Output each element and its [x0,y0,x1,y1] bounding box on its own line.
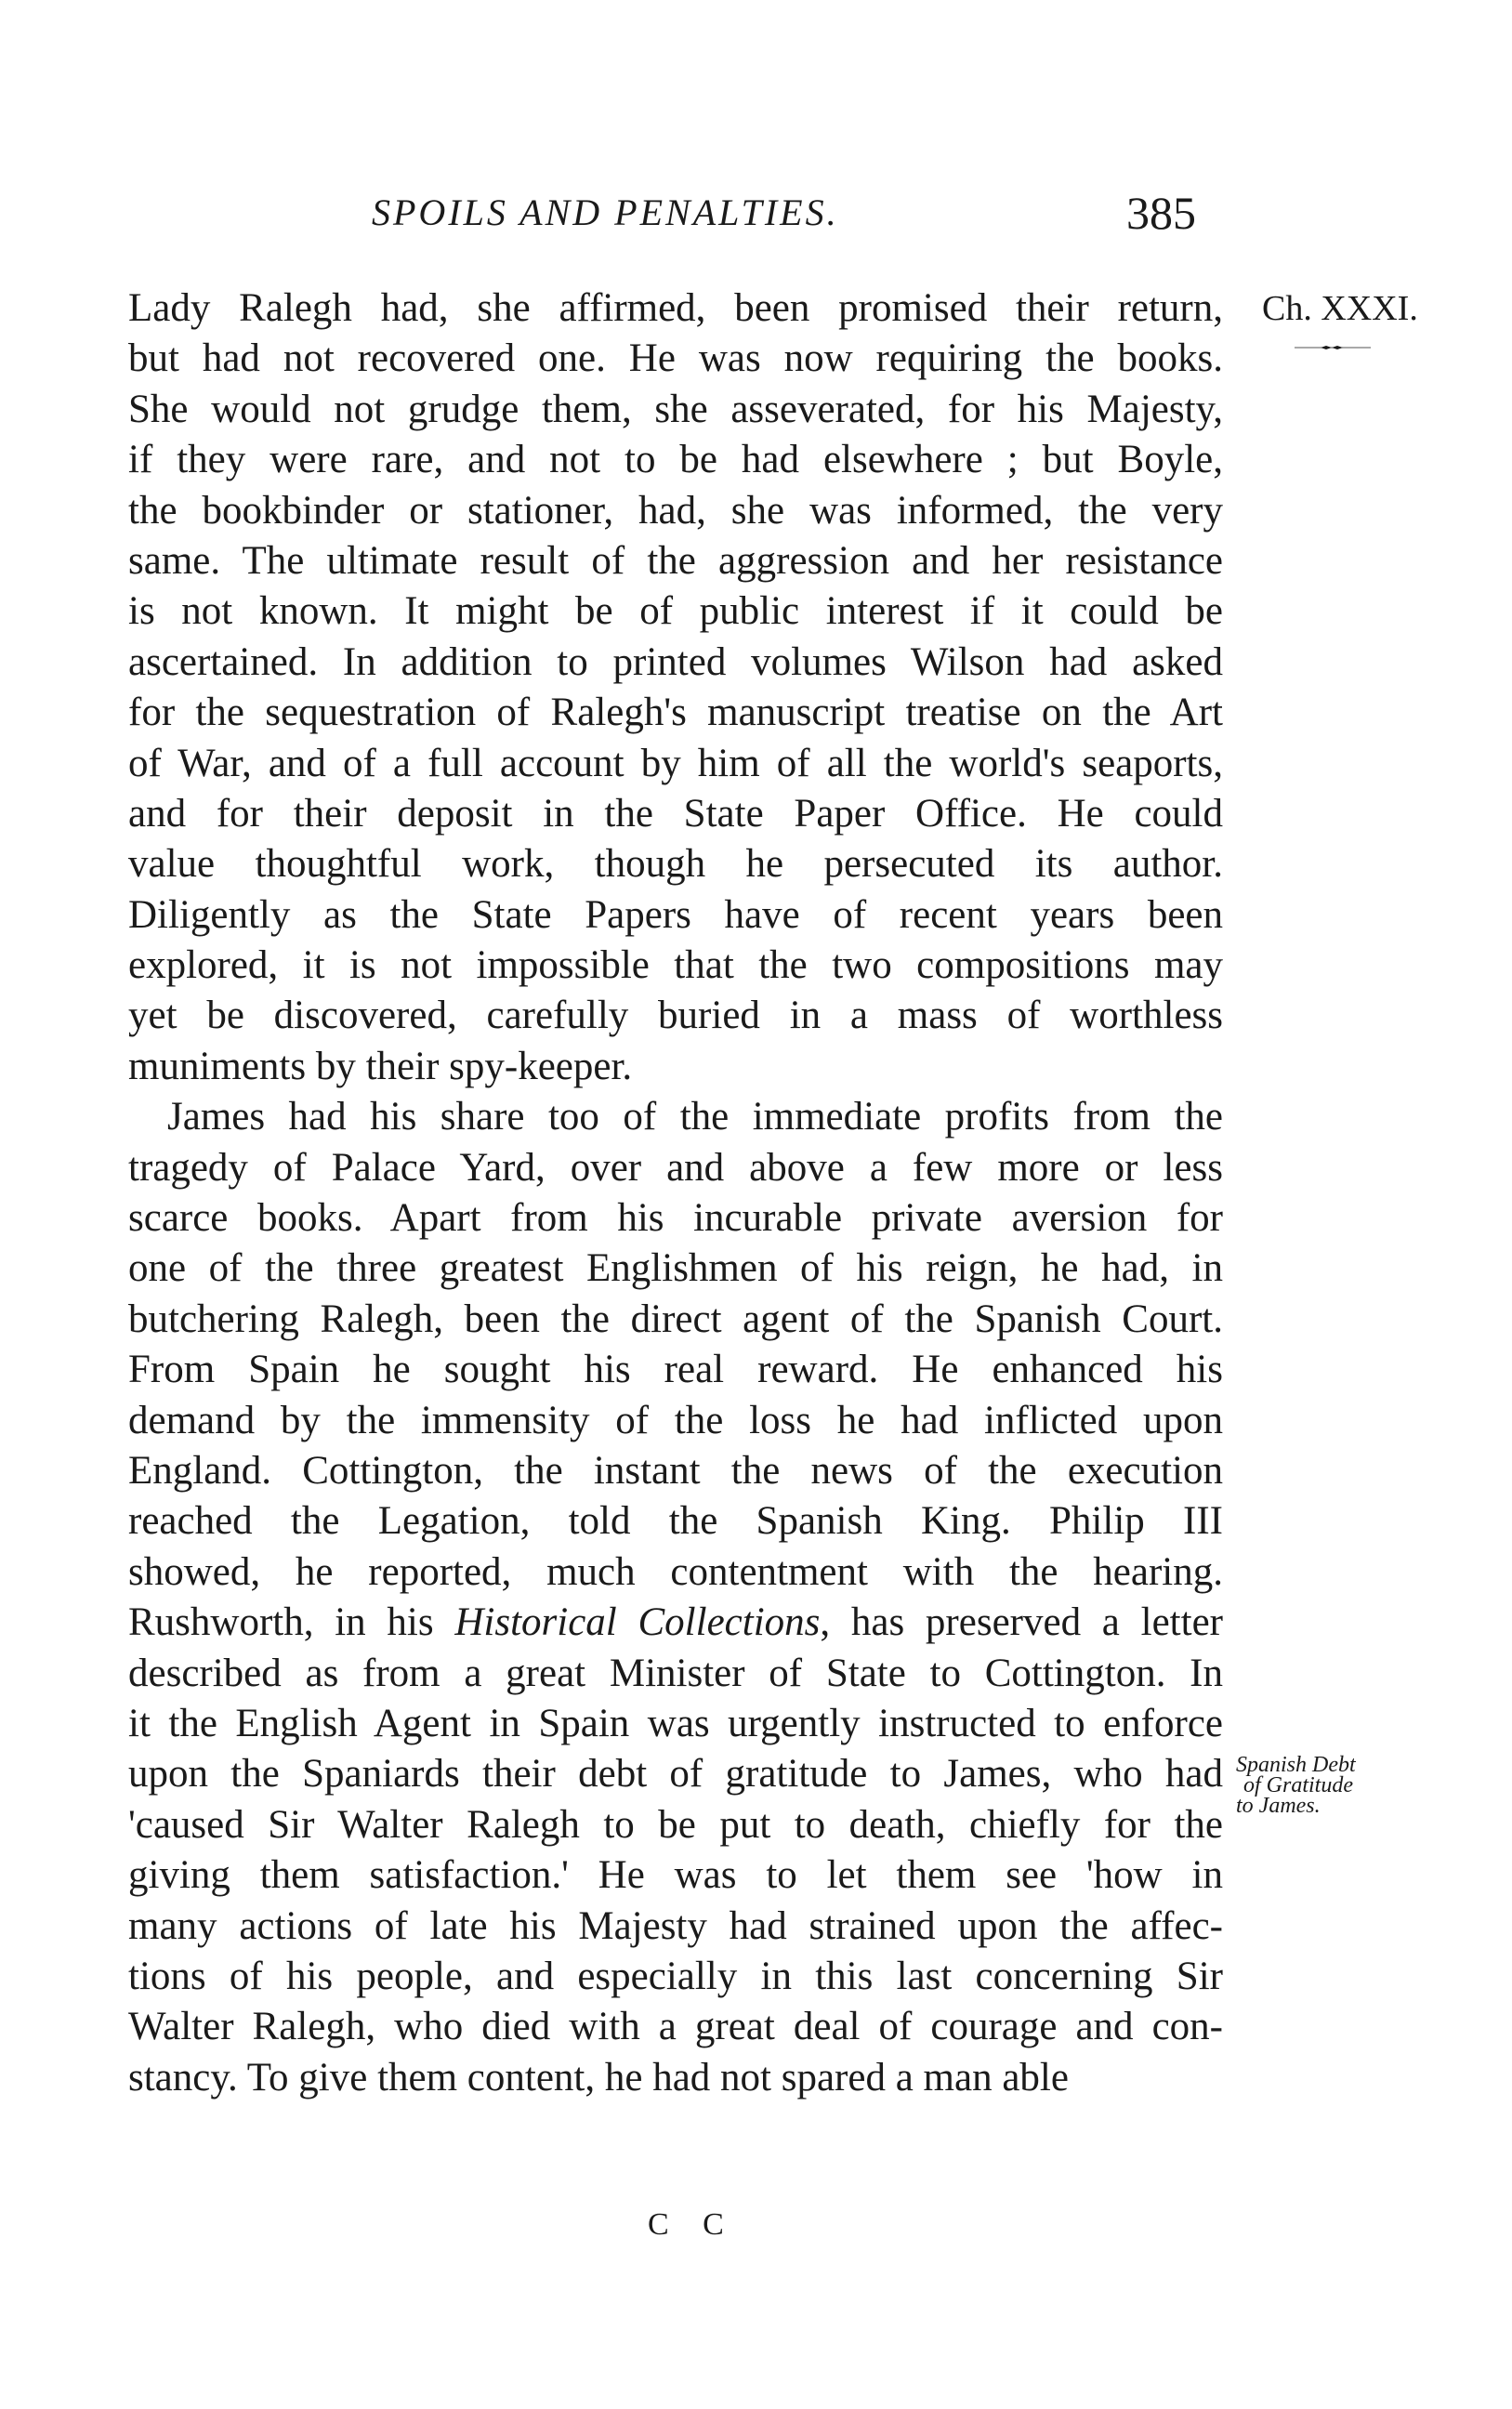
text-line: it the English Agent in Spain was urgently instructed to enforce [128,1701,1223,1745]
text-line: demand by the immensity of the loss he had inflicted upon [128,1398,1223,1442]
text-line: many actions of late his Majesty had strained upon the affec- [128,1903,1223,1948]
sidenote-line: to James. [1236,1794,1321,1818]
text-line: reached the Legation, told the Spanish King. Philip III [128,1499,1223,1544]
text-line: giving them satisfaction.' He was to let them see 'how in [128,1853,1223,1898]
running-title: SPOILS AND PENALTIES. [372,191,839,233]
text-line: scarce books. Apart from his incurable private aversion for [128,1196,1223,1241]
text-line: and for their deposit in the State Paper Office. He could [128,791,1223,836]
body-text [128,283,1223,2103]
page-number: 385 [1126,187,1196,239]
sidenote [1236,1755,1356,1816]
text-line: butchering Ralegh, been the direct agent of the Spanish Court. [128,1297,1223,1341]
text-line: 'caused Sir Walter Ralegh to be put to death, chiefly for the [128,1802,1223,1847]
sidenote-line: of Gratitude [1243,1773,1353,1797]
text-line: tions of his people, and especially in this last concerning Sir [128,1954,1223,1998]
text-line: ascertained. In addition to printed volumes Wilson had asked [128,639,1223,684]
signature-mark: C C [648,2207,737,2242]
text-line: tragedy of Palace Yard, over and above a few more or less [128,1145,1223,1190]
text-line: showed, he reported, much contentment with the hearing. [128,1549,1223,1594]
text-line: England. Cottington, the instant the news of the execution [128,1448,1223,1493]
text-line: explored, it is not impossible that the two compositions may [128,943,1223,988]
text-line: described as from a great Minister of State to Cottington. In [128,1651,1223,1695]
text-line: Rushworth, in his Historical Collections, has preserved a letter [128,1600,1223,1645]
text-line: of War, and of a full account by him of all the world's seaports, [128,741,1223,785]
text-line: if they were rare, and not to be had elsewhere ; but Boyle, [128,438,1223,482]
text-line: yet be discovered, carefully buried in a mass of worthless [128,994,1223,1038]
text-line: value thoughtful work, though he persecuted its author. [128,842,1223,887]
text-line: but had not recovered one. He was now requiring the books. [128,336,1223,381]
text-line: upon the Spaniards their debt of gratitude to James, who had [128,1752,1223,1797]
text-line: From Spain he sought his real reward. He enhanced his [128,1348,1223,1392]
text-line: Diligently as the State Papers have of recent years been [128,892,1223,937]
text-line: Lady Ralegh had, she affirmed, been promised their return, [128,286,1223,330]
ornament-divider-icon [1295,346,1371,349]
text-line: stancy. To give them content, he had not spared a man able [128,2055,1069,2100]
sidenote-line: Spanish Debt [1236,1753,1356,1777]
text-line: for the sequestration of Ralegh's manuscript treatise on the Art [128,691,1223,735]
text-line: same. The ultimate result of the aggression and her resistance [128,538,1223,583]
text-line: is not known. It might be of public interest if it could be [128,589,1223,634]
chapter-marker: Ch. XXXI. [1262,289,1418,328]
text-line: one of the three greatest Englishmen of his reign, he had, in [128,1246,1223,1291]
text-line: James had his share too of the immediate profits from the [167,1095,1223,1139]
text-line: She would not grudge them, she asseverated, for his Majesty, [128,387,1223,431]
text-line: Walter Ralegh, who died with a great deal of courage and con- [128,2005,1223,2049]
text-line: muniments by their spy-keeper. [128,1044,633,1088]
text-line: the bookbinder or stationer, had, she was informed, the very [128,488,1223,533]
